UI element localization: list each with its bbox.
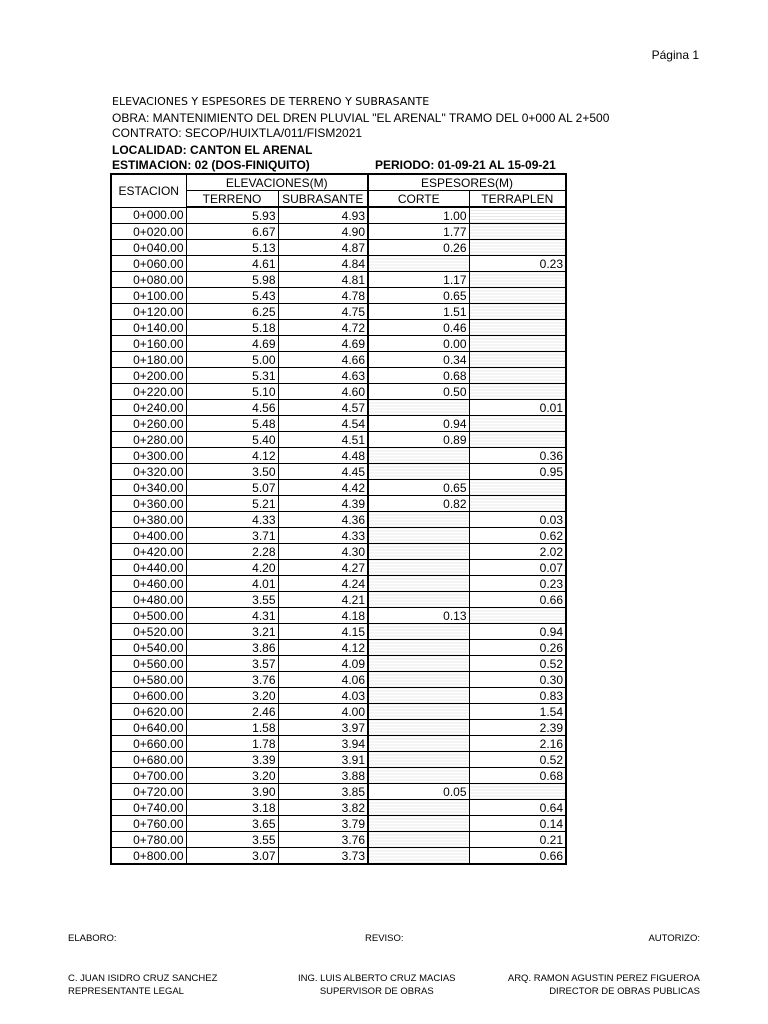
table-row (111, 384, 566, 400)
cell-estacion: 0+240.00 (111, 400, 186, 416)
cell-corte (368, 400, 469, 416)
cell-corte: 0.82 (368, 496, 469, 512)
cell-subrasante: 4.87 (278, 240, 368, 256)
cell-estacion: 0+040.00 (111, 240, 186, 256)
table-row (111, 272, 566, 288)
cell-estacion: 0+760.00 (111, 816, 186, 832)
cell-subrasante: 4.42 (278, 480, 368, 496)
cell-corte (368, 768, 469, 784)
table-row (111, 368, 566, 384)
cell-terreno: 3.18 (186, 800, 278, 816)
cell-estacion: 0+280.00 (111, 432, 186, 448)
obra-line: OBRA: MANTENIMIENTO DEL DREN PLUVIAL "EL ARENAL" TRAMO DEL 0+000 AL 2+500 (112, 111, 610, 125)
table-row (111, 448, 566, 464)
cell-terraplen (469, 384, 566, 400)
cell-subrasante: 4.39 (278, 496, 368, 512)
cell-terraplen (469, 416, 566, 432)
cell-corte (368, 560, 469, 576)
cell-subrasante: 3.97 (278, 720, 368, 736)
cell-corte: 0.89 (368, 432, 469, 448)
table-row (111, 480, 566, 496)
cell-subrasante: 4.54 (278, 416, 368, 432)
signatory-autorizo (508, 972, 700, 998)
cell-corte (368, 688, 469, 704)
cell-terraplen: 0.95 (469, 464, 566, 480)
periodo-line: PERIODO: 01-09-21 AL 15-09-21 (375, 158, 556, 172)
cell-terreno: 4.33 (186, 512, 278, 528)
table-row (111, 576, 566, 592)
table-row (111, 800, 566, 816)
cell-terraplen: 1.54 (469, 704, 566, 720)
cell-corte: 1.17 (368, 272, 469, 288)
cell-subrasante: 3.88 (278, 768, 368, 784)
cell-corte: 0.00 (368, 336, 469, 352)
cell-subrasante: 4.93 (278, 207, 368, 224)
cell-subrasante: 4.03 (278, 688, 368, 704)
cell-estacion: 0+560.00 (111, 656, 186, 672)
cell-estacion: 0+520.00 (111, 624, 186, 640)
cell-terreno: 3.90 (186, 784, 278, 800)
cell-corte: 1.77 (368, 224, 469, 240)
table-row (111, 720, 566, 736)
cell-terreno: 5.18 (186, 320, 278, 336)
cell-terreno: 3.71 (186, 528, 278, 544)
table-row (111, 624, 566, 640)
cell-terraplen (469, 496, 566, 512)
cell-subrasante: 3.76 (278, 832, 368, 848)
table-row (111, 640, 566, 656)
cell-subrasante: 4.48 (278, 448, 368, 464)
cell-terraplen (469, 224, 566, 240)
cell-corte (368, 256, 469, 272)
contrato-line: CONTRATO: SECOP/HUIXTLA/011/FISM2021 (112, 126, 363, 140)
table-row (111, 848, 566, 865)
cell-terraplen: 0.62 (469, 528, 566, 544)
cell-estacion: 0+060.00 (111, 256, 186, 272)
cell-terreno: 4.31 (186, 608, 278, 624)
cell-subrasante: 3.85 (278, 784, 368, 800)
cell-subrasante: 4.57 (278, 400, 368, 416)
table-row (111, 688, 566, 704)
table-row (111, 240, 566, 256)
page-number: Página 1 (651, 48, 699, 62)
cell-terreno: 5.43 (186, 288, 278, 304)
cell-estacion: 0+120.00 (111, 304, 186, 320)
table-row (111, 672, 566, 688)
cell-terraplen: 0.52 (469, 656, 566, 672)
cell-terraplen: 2.16 (469, 736, 566, 752)
cell-subrasante: 4.36 (278, 512, 368, 528)
cell-terreno: 3.86 (186, 640, 278, 656)
cell-estacion: 0+480.00 (111, 592, 186, 608)
cell-subrasante: 4.75 (278, 304, 368, 320)
cell-corte: 0.50 (368, 384, 469, 400)
cell-terreno: 5.40 (186, 432, 278, 448)
cell-subrasante: 4.33 (278, 528, 368, 544)
table-row (111, 496, 566, 512)
cell-terreno: 5.13 (186, 240, 278, 256)
cell-terraplen: 2.02 (469, 544, 566, 560)
cell-terreno: 5.98 (186, 272, 278, 288)
cell-terraplen: 0.52 (469, 752, 566, 768)
cell-terraplen (469, 304, 566, 320)
cell-corte (368, 656, 469, 672)
cell-terreno: 6.25 (186, 304, 278, 320)
cell-subrasante: 4.72 (278, 320, 368, 336)
estimacion-line: ESTIMACION: 02 (DOS-FINIQUITO) (112, 158, 310, 172)
cell-terraplen: 0.30 (469, 672, 566, 688)
cell-terreno: 3.65 (186, 816, 278, 832)
table-row (111, 464, 566, 480)
cell-terreno: 5.10 (186, 384, 278, 400)
cell-terraplen (469, 207, 566, 224)
cell-estacion: 0+800.00 (111, 848, 186, 865)
cell-estacion: 0+380.00 (111, 512, 186, 528)
cell-terreno: 3.39 (186, 752, 278, 768)
table-row (111, 352, 566, 368)
signatory-name: ING. LUIS ALBERTO CRUZ MACIAS (298, 973, 456, 984)
header-corte: CORTE (368, 191, 469, 208)
table-row (111, 656, 566, 672)
cell-corte: 0.13 (368, 608, 469, 624)
cell-corte (368, 528, 469, 544)
signatory-role: SUPERVISOR DE OBRAS (319, 986, 434, 997)
table-row (111, 288, 566, 304)
table-row (111, 768, 566, 784)
cell-estacion: 0+320.00 (111, 464, 186, 480)
cell-terraplen: 0.64 (469, 800, 566, 816)
cell-estacion: 0+740.00 (111, 800, 186, 816)
cell-terreno: 2.28 (186, 544, 278, 560)
cell-terraplen (469, 784, 566, 800)
table-row (111, 704, 566, 720)
cell-subrasante: 3.91 (278, 752, 368, 768)
cell-estacion: 0+500.00 (111, 608, 186, 624)
table-row (111, 560, 566, 576)
cell-subrasante: 4.24 (278, 576, 368, 592)
table-row (111, 592, 566, 608)
cell-estacion: 0+300.00 (111, 448, 186, 464)
cell-terraplen (469, 352, 566, 368)
table-row (111, 512, 566, 528)
header-subrasante: SUBRASANTE (278, 191, 368, 208)
cell-terreno: 4.69 (186, 336, 278, 352)
cell-terraplen: 0.01 (469, 400, 566, 416)
cell-subrasante: 4.09 (278, 656, 368, 672)
cell-terraplen: 0.66 (469, 592, 566, 608)
cell-estacion: 0+200.00 (111, 368, 186, 384)
cell-terraplen (469, 320, 566, 336)
cell-subrasante: 4.15 (278, 624, 368, 640)
cell-terreno: 2.46 (186, 704, 278, 720)
cell-terreno: 4.56 (186, 400, 278, 416)
cell-subrasante: 3.79 (278, 816, 368, 832)
cell-estacion: 0+400.00 (111, 528, 186, 544)
cell-terreno: 4.12 (186, 448, 278, 464)
cell-subrasante: 4.81 (278, 272, 368, 288)
table-row (111, 816, 566, 832)
elevations-table (110, 173, 567, 865)
cell-terraplen: 0.83 (469, 688, 566, 704)
cell-corte: 0.05 (368, 784, 469, 800)
cell-subrasante: 3.82 (278, 800, 368, 816)
cell-estacion: 0+420.00 (111, 544, 186, 560)
cell-estacion: 0+080.00 (111, 272, 186, 288)
cell-estacion: 0+660.00 (111, 736, 186, 752)
cell-estacion: 0+600.00 (111, 688, 186, 704)
cell-subrasante: 4.00 (278, 704, 368, 720)
cell-corte (368, 592, 469, 608)
elaboro-label: ELABORO: (68, 933, 117, 944)
cell-estacion: 0+720.00 (111, 784, 186, 800)
cell-corte (368, 624, 469, 640)
cell-subrasante: 4.69 (278, 336, 368, 352)
cell-subrasante: 4.63 (278, 368, 368, 384)
cell-terreno: 3.07 (186, 848, 278, 865)
cell-subrasante: 4.18 (278, 608, 368, 624)
cell-estacion: 0+440.00 (111, 560, 186, 576)
cell-terreno: 3.20 (186, 688, 278, 704)
cell-corte: 0.46 (368, 320, 469, 336)
cell-terraplen: 0.21 (469, 832, 566, 848)
cell-corte (368, 800, 469, 816)
cell-terraplen: 0.66 (469, 848, 566, 865)
cell-terraplen: 2.39 (469, 720, 566, 736)
table-row (111, 224, 566, 240)
cell-estacion: 0+700.00 (111, 768, 186, 784)
header-terraplen: TERRAPLEN (469, 191, 566, 208)
cell-terraplen: 0.23 (469, 576, 566, 592)
cell-terreno: 5.48 (186, 416, 278, 432)
cell-terraplen: 0.14 (469, 816, 566, 832)
cell-estacion: 0+220.00 (111, 384, 186, 400)
cell-subrasante: 4.27 (278, 560, 368, 576)
cell-terreno: 6.67 (186, 224, 278, 240)
cell-subrasante: 4.66 (278, 352, 368, 368)
cell-subrasante: 3.94 (278, 736, 368, 752)
cell-subrasante: 4.90 (278, 224, 368, 240)
table-row (111, 320, 566, 336)
cell-corte (368, 544, 469, 560)
cell-terraplen (469, 240, 566, 256)
cell-corte (368, 672, 469, 688)
signatory-role: REPRESENTANTE LEGAL (68, 986, 184, 997)
cell-estacion: 0+260.00 (111, 416, 186, 432)
cell-subrasante: 4.60 (278, 384, 368, 400)
cell-corte (368, 448, 469, 464)
cell-terraplen (469, 272, 566, 288)
table-row (111, 608, 566, 624)
cell-terreno: 3.55 (186, 832, 278, 848)
autorizo-label: AUTORIZO: (648, 933, 700, 944)
cell-subrasante: 4.51 (278, 432, 368, 448)
table-row (111, 256, 566, 272)
header-espesores: ESPESORES(M) (368, 174, 566, 191)
table-row (111, 832, 566, 848)
signatory-name: ARQ. RAMON AGUSTIN PEREZ FIGUEROA (507, 973, 700, 984)
cell-estacion: 0+580.00 (111, 672, 186, 688)
cell-corte (368, 736, 469, 752)
table-header-row (111, 174, 566, 191)
table-row (111, 207, 566, 224)
cell-estacion: 0+360.00 (111, 496, 186, 512)
cell-corte (368, 576, 469, 592)
header-estacion: ESTACION (111, 174, 186, 207)
cell-estacion: 0+780.00 (111, 832, 186, 848)
cell-terreno: 3.20 (186, 768, 278, 784)
cell-estacion: 0+000.00 (111, 207, 186, 224)
cell-terraplen: 0.36 (469, 448, 566, 464)
cell-estacion: 0+620.00 (111, 704, 186, 720)
cell-terreno: 3.21 (186, 624, 278, 640)
table-row (111, 400, 566, 416)
reviso-label: REVISO: (365, 933, 404, 944)
cell-corte (368, 848, 469, 865)
cell-subrasante: 3.73 (278, 848, 368, 865)
cell-terraplen (469, 368, 566, 384)
cell-estacion: 0+340.00 (111, 480, 186, 496)
cell-terreno: 5.07 (186, 480, 278, 496)
cell-corte: 0.94 (368, 416, 469, 432)
signatory-elaboro (68, 972, 217, 998)
cell-terreno: 3.76 (186, 672, 278, 688)
cell-corte (368, 832, 469, 848)
cell-terreno: 1.58 (186, 720, 278, 736)
cell-estacion: 0+460.00 (111, 576, 186, 592)
signatory-name: C. JUAN ISIDRO CRUZ SANCHEZ (68, 973, 218, 984)
cell-estacion: 0+540.00 (111, 640, 186, 656)
header-elevaciones: ELEVACIONES(M) (186, 174, 368, 191)
cell-terreno: 4.01 (186, 576, 278, 592)
table-body (111, 207, 566, 864)
cell-terraplen: 0.23 (469, 256, 566, 272)
cell-corte: 0.34 (368, 352, 469, 368)
cell-corte (368, 720, 469, 736)
cell-terreno: 5.21 (186, 496, 278, 512)
cell-terraplen: 0.03 (469, 512, 566, 528)
table-row (111, 544, 566, 560)
cell-estacion: 0+020.00 (111, 224, 186, 240)
cell-corte (368, 512, 469, 528)
table-row (111, 784, 566, 800)
cell-subrasante: 4.30 (278, 544, 368, 560)
signatory-reviso (298, 972, 456, 998)
cell-corte: 1.00 (368, 207, 469, 224)
cell-terreno: 4.20 (186, 560, 278, 576)
cell-terreno: 3.50 (186, 464, 278, 480)
cell-estacion: 0+640.00 (111, 720, 186, 736)
cell-terraplen: 0.94 (469, 624, 566, 640)
cell-subrasante: 4.78 (278, 288, 368, 304)
cell-terreno: 3.55 (186, 592, 278, 608)
table-row (111, 736, 566, 752)
header-terreno: TERRENO (186, 191, 278, 208)
cell-corte: 0.68 (368, 368, 469, 384)
document-title: ELEVACIONES Y ESPESORES DE TERRENO Y SUBRASANTE (112, 95, 430, 108)
localidad-line: LOCALIDAD: CANTON EL ARENAL (112, 143, 313, 157)
cell-terreno: 1.78 (186, 736, 278, 752)
cell-corte: 0.26 (368, 240, 469, 256)
signatory-role: DIRECTOR DE OBRAS PUBLICAS (549, 986, 700, 997)
cell-corte (368, 816, 469, 832)
cell-estacion: 0+680.00 (111, 752, 186, 768)
cell-estacion: 0+180.00 (111, 352, 186, 368)
cell-subrasante: 4.45 (278, 464, 368, 480)
cell-terreno: 5.00 (186, 352, 278, 368)
table-row (111, 416, 566, 432)
cell-terraplen (469, 608, 566, 624)
cell-corte: 0.65 (368, 480, 469, 496)
cell-subrasante: 4.21 (278, 592, 368, 608)
cell-terraplen: 0.68 (469, 768, 566, 784)
cell-subrasante: 4.12 (278, 640, 368, 656)
cell-corte (368, 752, 469, 768)
cell-subrasante: 4.84 (278, 256, 368, 272)
cell-corte (368, 704, 469, 720)
cell-corte: 1.51 (368, 304, 469, 320)
cell-terraplen (469, 480, 566, 496)
cell-subrasante: 4.06 (278, 672, 368, 688)
cell-corte (368, 464, 469, 480)
cell-estacion: 0+140.00 (111, 320, 186, 336)
table-row (111, 336, 566, 352)
cell-terraplen (469, 432, 566, 448)
cell-terraplen: 0.07 (469, 560, 566, 576)
cell-terraplen (469, 336, 566, 352)
cell-estacion: 0+160.00 (111, 336, 186, 352)
table-row (111, 752, 566, 768)
cell-terreno: 5.31 (186, 368, 278, 384)
cell-terraplen: 0.26 (469, 640, 566, 656)
cell-estacion: 0+100.00 (111, 288, 186, 304)
table-row (111, 304, 566, 320)
table-row (111, 528, 566, 544)
cell-terreno: 5.93 (186, 207, 278, 224)
table-row (111, 432, 566, 448)
cell-terreno: 4.61 (186, 256, 278, 272)
cell-terraplen (469, 288, 566, 304)
cell-terreno: 3.57 (186, 656, 278, 672)
cell-corte (368, 640, 469, 656)
cell-corte: 0.65 (368, 288, 469, 304)
